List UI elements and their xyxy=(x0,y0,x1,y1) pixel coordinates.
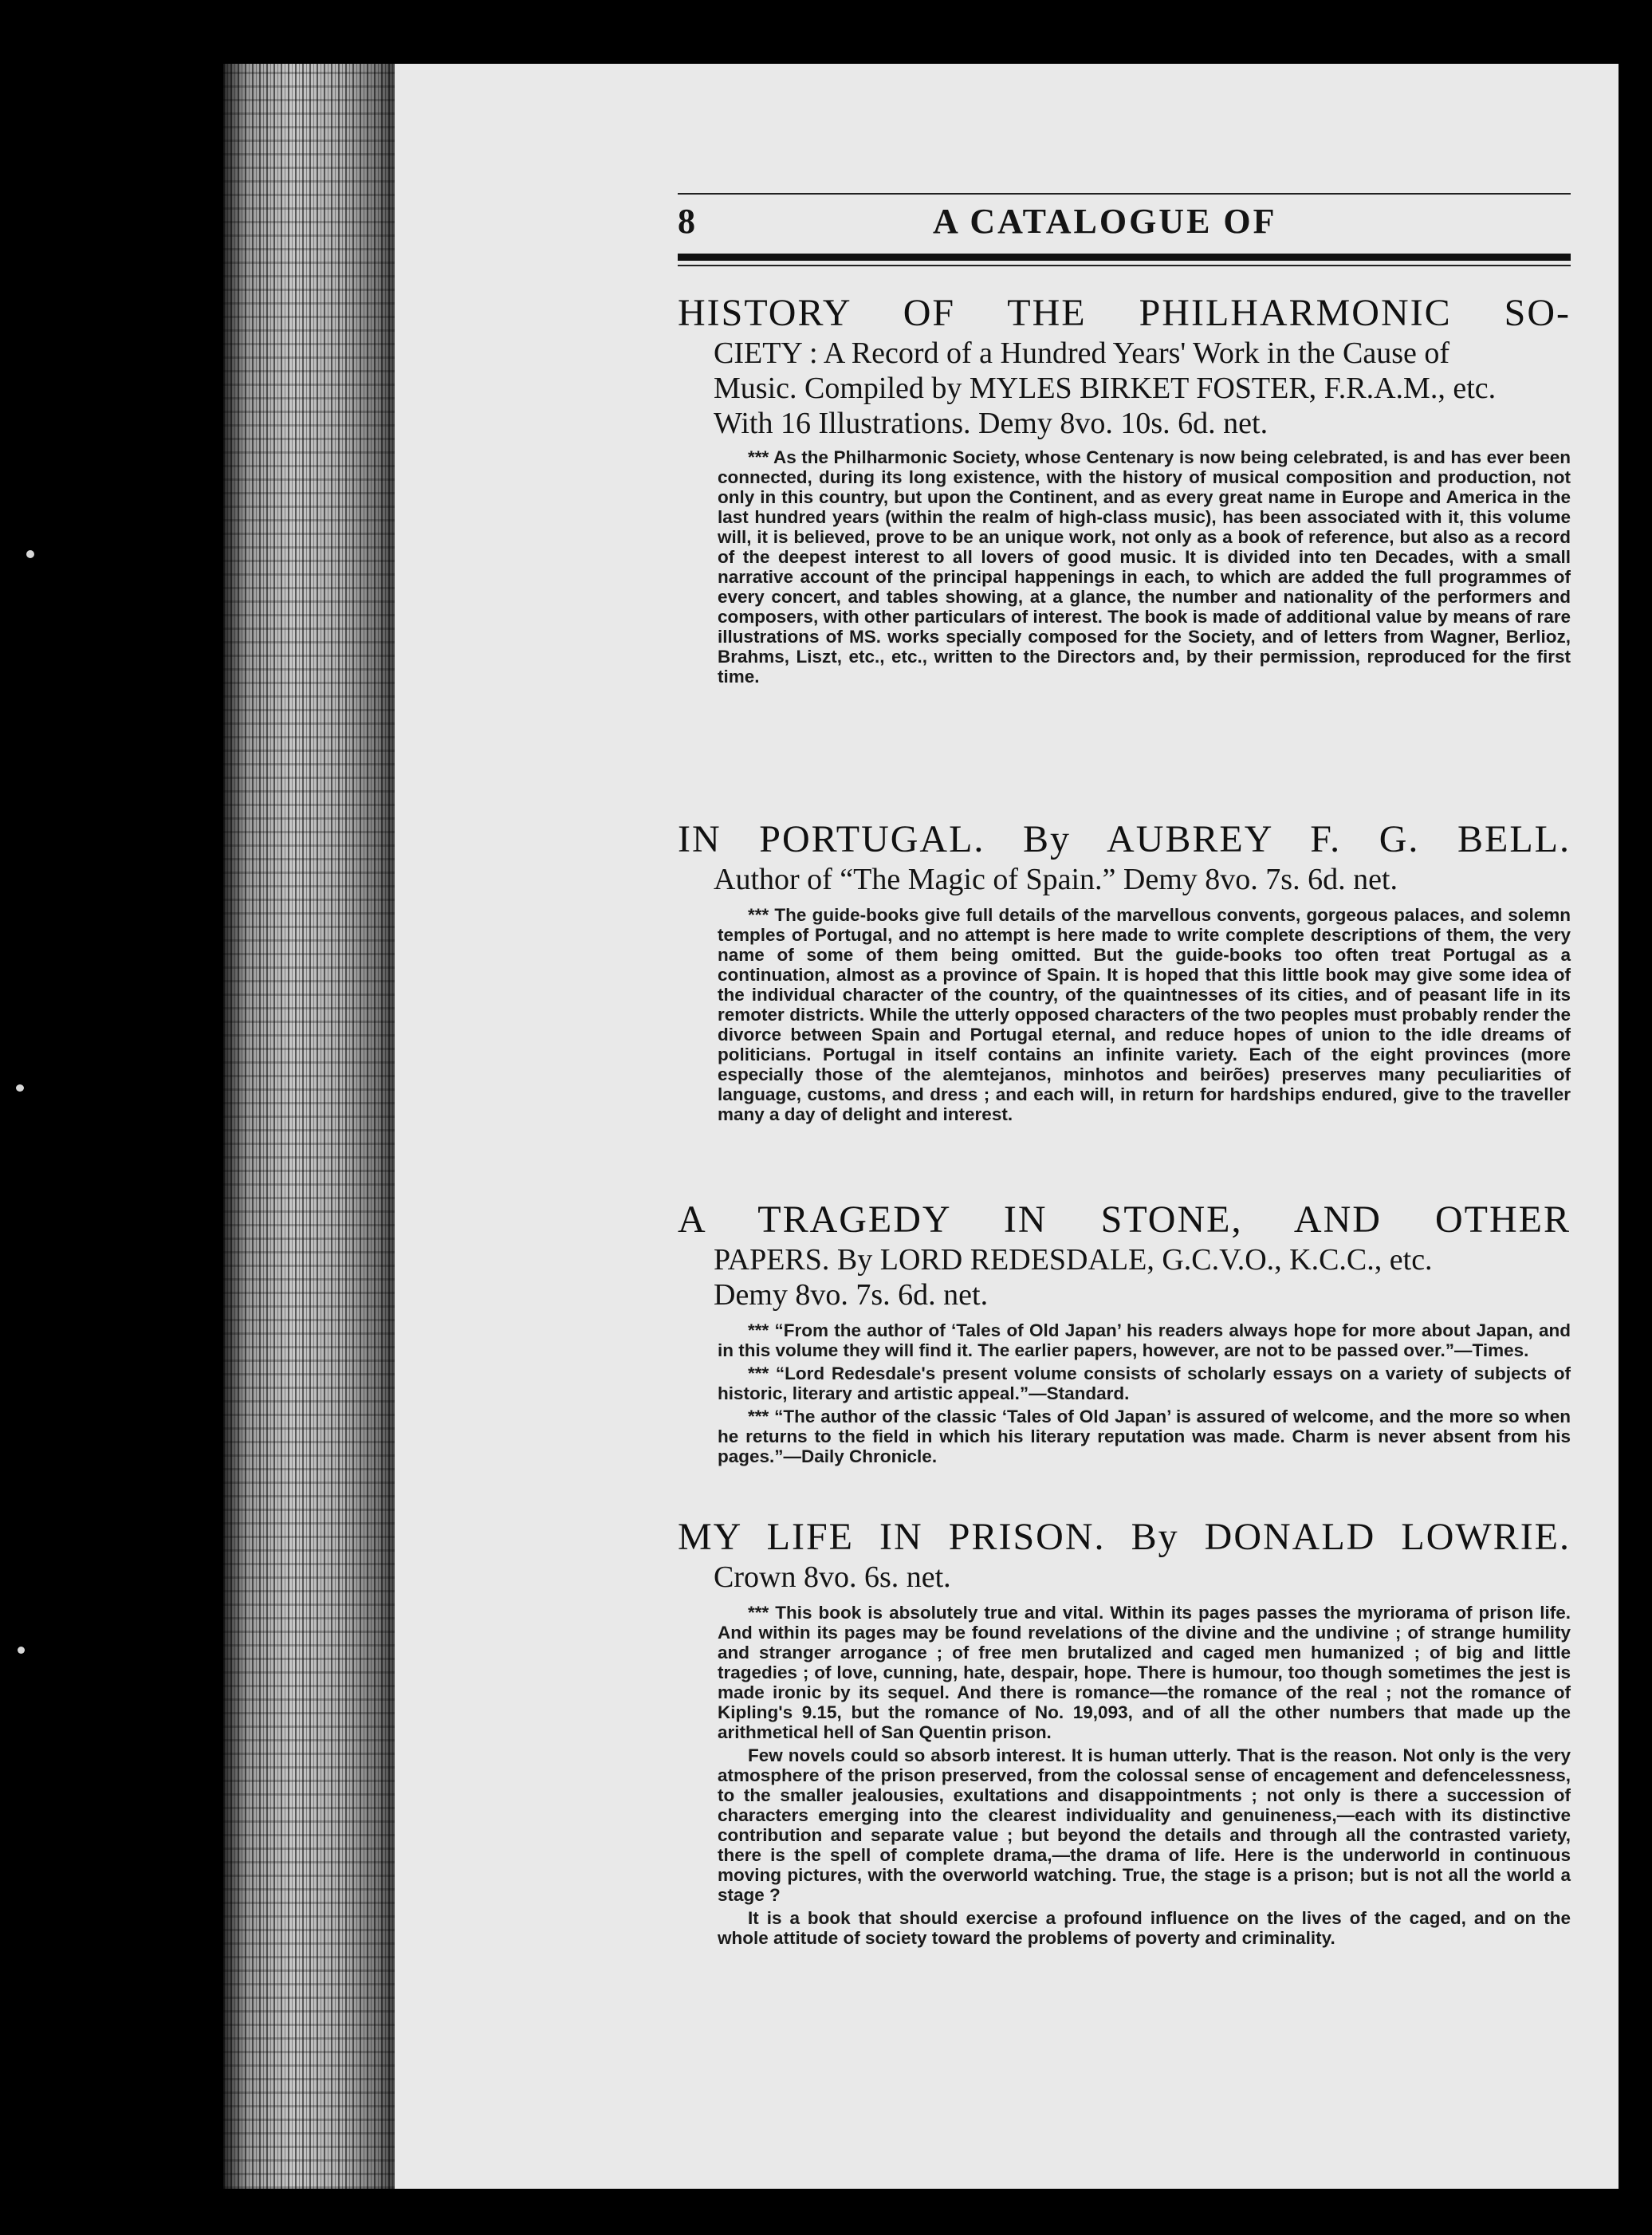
entry-subtitle-line: Music. Compiled by MYLES BIRKET FOSTER, F.R.A.M., etc. xyxy=(714,372,1497,405)
book-page-edges xyxy=(223,64,395,2189)
header-rule-top xyxy=(678,193,1571,195)
page-number: 8 xyxy=(678,202,696,241)
header-rule-thin xyxy=(678,265,1571,266)
entry-description xyxy=(678,447,1571,687)
catalogue-entry xyxy=(678,1198,1571,1466)
description-paragraph: *** “Lord Redesdale's present volume consists of scholarly essays on a variety of subjects of historic, literary and artistic appeal.”—Standard. xyxy=(718,1363,1571,1403)
description-paragraph: *** This book is absolutely true and vital. Within its pages passes the myriorama of prison life. And within its pages may be found revelations of the divine and the undivine ; of strange humility and stranger arrogance ; of free men brutalized and caged men humanized ; of big and little tragedies ; of love, cunning, hate, despair, hope. There is humour, too though sometimes the jest is made ironic by its sequel. And there is romance—the romance of the real ; not the romance of Kipling's 9.15, but the romance of No. 19,093, and of all the other numbers that made up the arithmetical hell of San Quentin prison. xyxy=(718,1603,1571,1742)
description-paragraph: *** The guide-books give full details of the marvellous convents, gorgeous palaces, and solemn temples of Portugal, and no attempt is here made to write complete descriptions of them, the very name of some of them being omitted. But the guide-books too often treat Portugal as a continuation, almost as a province of Spain. It is hoped that this little book may give some idea of the individual character of the country, of the quaintnesses of its cities, and of peasant life in its remoter districts. While the utterly opposed characters of the two peoples must probably render the divorce between Spain and Portugal eternal, and reduce hopes of union to the idle dreams of politicians. Portugal in itself contains an infinite variety. Each of the eight provinces (more especially those of the alemtejanos, minhotos and beirões) preserves many peculiarities of language, customs, and dress ; and each will, in return for hardships endured, give to the traveller many a day of delight and interest. xyxy=(718,905,1571,1124)
description-paragraph: *** “The author of the classic ‘Tales of Old Japan’ is assured of welcome, and the more so when he returns to the field in which his literary reputation was made. Charm is never absent from his pages.”—Daily Chronicle. xyxy=(718,1407,1571,1466)
entry-subtitle-line: PAPERS. By LORD REDESDALE, G.C.V.O., K.C.C., etc. xyxy=(714,1243,1433,1277)
header-rule-thick xyxy=(678,254,1571,261)
catalogue-page xyxy=(395,64,1619,2189)
entry-subtitle-line: Demy 8vo. 7s. 6d. net. xyxy=(714,1278,989,1312)
running-title: A CATALOGUE OF xyxy=(933,202,1277,241)
description-paragraph: *** “From the author of ‘Tales of Old Japan’ his readers always hope for more about Japan, and in this volume they will find it. The earlier papers, however, are not to be passed over.”—Times. xyxy=(718,1320,1571,1360)
scan-speck xyxy=(16,1084,24,1092)
description-paragraph: It is a book that should exercise a profound influence on the lives of the caged, and on the whole attitude of society toward the problems of poverty and criminality. xyxy=(718,1908,1571,1948)
scan-speck xyxy=(18,1647,25,1654)
entry-subtitle-line: Author of “The Magic of Spain.” Demy 8vo. 7s. 6d. net. xyxy=(714,863,1398,896)
catalogue-entry xyxy=(678,291,1571,687)
description-paragraph: *** As the Philharmonic Society, whose Centenary is now being celebrated, is and has ever been connected, during its long existence, with the history of musical composition and production, not only in this country, but upon the Continent, and as every great name in Europe and America in the last hundred years (within the realm of high-class music), has been associated with it, this volume will, it is believed, prove to be an unique work, not only as a book of reference, but also as a record of the deepest interest to all lovers of good music. It is divided into ten Decades, with a small narrative account of the principal happenings in each, to which are added the full programmes of every concert, and tables showing, at a glance, the number and nationality of the performers and composers, with other particulars of interest. The book is made of additional value by means of rare illustrations of MS. works specially composed for the Society, and of letters from Wagner, Berlioz, Brahms, Liszt, etc., etc., written to the Directors and, by their permission, reproduced for the first time. xyxy=(718,447,1571,687)
entry-description xyxy=(678,1603,1571,1948)
entry-subtitle-line: With 16 Illustrations. Demy 8vo. 10s. 6d. net. xyxy=(714,407,1268,440)
entry-subtitle-line: Crown 8vo. 6s. net. xyxy=(714,1560,951,1594)
entry-title: HISTORY OF THE PHILHARMONIC SO- xyxy=(678,292,1571,334)
entry-title: IN PORTUGAL. By AUBREY F. G. BELL. xyxy=(678,818,1571,860)
catalogue-entry xyxy=(678,817,1571,1124)
scan-speck xyxy=(26,550,34,558)
entry-description xyxy=(678,1320,1571,1466)
entry-description xyxy=(678,905,1571,1124)
running-head xyxy=(678,201,1571,249)
entry-title: MY LIFE IN PRISON. By DONALD LOWRIE. xyxy=(678,1516,1571,1558)
description-paragraph: Few novels could so absorb interest. It is human utterly. That is the reason. Not only is the very atmosphere of the prison preserved, from the colossal sense of encagement and defencelessness, to the smaller jealousies, exultations and disappointments ; not only is there a succession of characters emerging into the clearest individuality and genuineness,—each with its distinctive contribution and separate value ; but beyond the details and through all the contrasted variety, there is the spell of complete drama,—the drama of life. Here is the underworld in continuous moving pictures, with the overworld watching. True, the stage is a prison; but is not all the world a stage ? xyxy=(718,1745,1571,1905)
catalogue-entry xyxy=(678,1515,1571,1948)
entry-title: A TRAGEDY IN STONE, AND OTHER xyxy=(678,1198,1571,1241)
scan-background xyxy=(0,0,223,2235)
entry-subtitle-line: CIETY : A Record of a Hundred Years' Work in the Cause of xyxy=(714,336,1450,370)
